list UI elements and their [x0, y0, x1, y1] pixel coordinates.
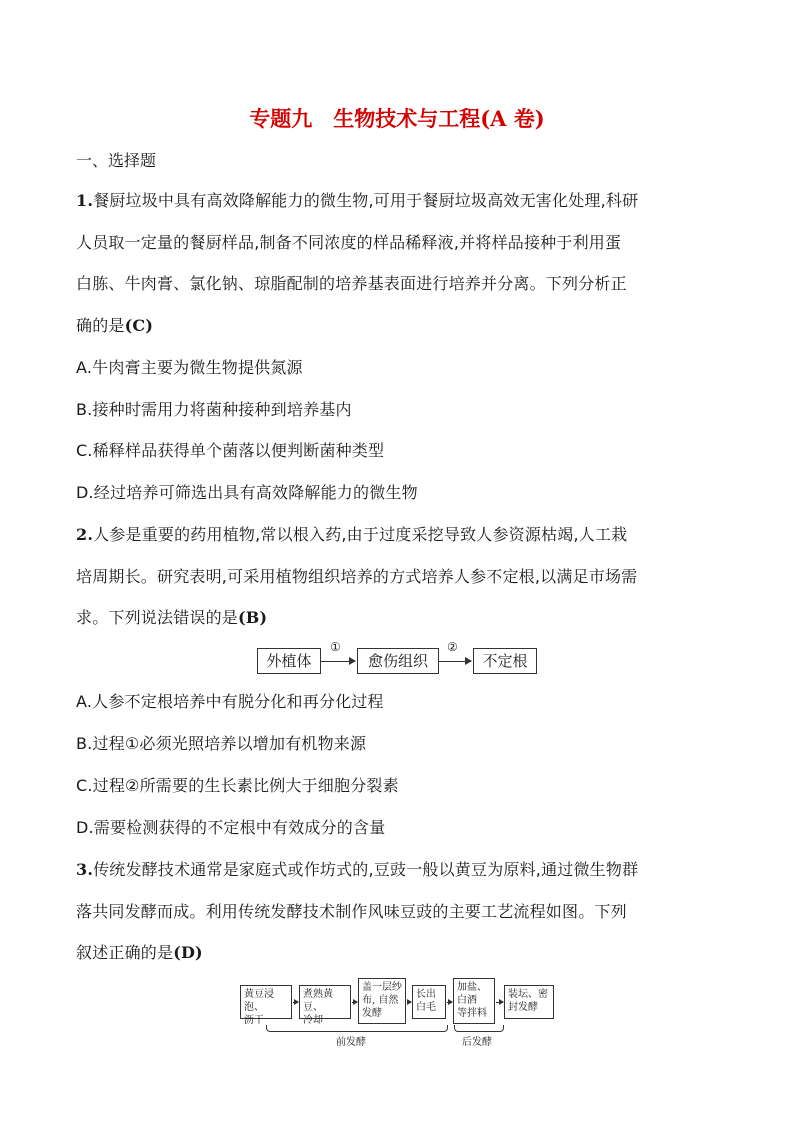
q3-line-2: 落共同发酵而成。利用传统发酵技术制作风味豆豉的主要工艺流程如图。下列: [76, 902, 627, 921]
q1-text-4: 确的是: [76, 316, 125, 335]
q2-option-a: A.人参不定根培养中有脱分化和再分化过程: [76, 692, 384, 711]
flow2-box-2-line-1: 煮熟黄豆、: [303, 989, 333, 1013]
flow2-box-5-line-1: 加盐、: [457, 982, 487, 993]
flow2-stage-2-label: 后发酵: [462, 1037, 492, 1048]
flow-box-callus: 愈伤组织: [357, 648, 439, 674]
q2-option-b: B.过程①必须光照培养以增加有机物来源: [76, 734, 367, 753]
flow2-box-2-line-2: 冷却: [303, 1015, 323, 1026]
q1-option-d: D.经过培养可筛选出具有高效降解能力的微生物: [76, 483, 418, 502]
q2-line-1: [76, 522, 627, 545]
flow2-box-6-line-1: 装坛、密: [508, 989, 548, 1000]
q3-line-3: [76, 940, 203, 963]
flow2-box-4: [412, 985, 446, 1019]
q1-option-c: C.稀释样品获得单个菌落以便判断菌种类型: [76, 441, 385, 460]
flow2-arrow-3: [407, 1002, 411, 1003]
flow2-arrow-1: [293, 1002, 298, 1003]
q2-answer: (B): [238, 608, 268, 627]
flow2-box-1-line-2: 沥干: [244, 1015, 264, 1026]
flow2-box-5-line-3: 等拌料: [457, 1008, 487, 1019]
flow2-box-6: [504, 985, 554, 1019]
flow2-box-6-line-2: 封发酵: [508, 1002, 538, 1013]
flow2-box-5-line-2: 白酒: [457, 995, 477, 1006]
q1-line-4: [76, 313, 153, 336]
flow-arrow-2: [439, 661, 471, 662]
q3-text-3: 叙述正确的是: [76, 943, 174, 962]
q3-flow-diagram: [240, 975, 555, 1048]
flow2-box-5: [453, 978, 495, 1024]
q2-flow-diagram: [257, 640, 537, 676]
flow2-box-4-line-1: 长出: [416, 989, 436, 1000]
q1-line-2: 人员取一定量的餐厨样品,制备不同浓度的样品稀释液,并将样品接种于利用蛋: [76, 233, 622, 252]
q2-text-1: 人参是重要的药用植物,常以根入药,由于过度采挖导致人参资源枯竭,人工栽: [93, 525, 628, 544]
q2-line-2: 培周期长。研究表明,可采用植物组织培养的方式培养人参不定根,以满足市场需: [76, 567, 638, 586]
flow2-box-3-line-2: 布, 自然: [362, 995, 399, 1006]
flow2-box-3-line-3: 发酵: [362, 1008, 382, 1019]
q2-text-3: 求。下列说法错误的是: [76, 608, 239, 627]
flow-box-adventitious-root: 不定根: [473, 648, 537, 674]
q1-text-1: 餐厨垃圾中具有高效降解能力的微生物,可用于餐厨垃圾高效无害化处理,科研: [93, 191, 639, 210]
flow2-box-3: [358, 978, 406, 1024]
flow2-box-4-line-2: 白毛: [416, 1002, 436, 1013]
q1-option-a: A.牛肉膏主要为微生物提供氮源: [76, 358, 303, 377]
q1-line-1: [76, 188, 638, 211]
q3-text-1: 传统发酵技术通常是家庭式或作坊式的,豆豉一般以黄豆为原料,通过微生物群: [93, 860, 639, 879]
q1-answer: (C): [124, 316, 154, 335]
flow2-box-1-line-1: 黄豆浸泡、: [244, 989, 274, 1013]
q3-answer: (D): [173, 943, 203, 962]
page-title: 专题九 生物技术与工程(A 卷): [249, 106, 545, 131]
q3-number: 3.: [76, 860, 94, 879]
q1-option-b: B.接种时需用力将菌种接种到培养基内: [76, 400, 352, 419]
flow2-box-3-line-1: 盖一层纱: [362, 982, 402, 993]
flow2-arrow-2: [352, 1002, 357, 1003]
flow-arrow-1: [321, 661, 355, 662]
flow2-arrow-4: [447, 1002, 452, 1003]
flow2-stage-1-label: 前发酵: [336, 1037, 366, 1048]
flow2-box-1: [240, 985, 292, 1026]
flow-step-1: ①: [330, 640, 341, 654]
q3-line-1: [76, 857, 638, 880]
flow-box-explant: 外植体: [257, 648, 321, 674]
flow-step-2: ②: [447, 640, 458, 654]
q2-option-d: D.需要检测获得的不定根中有效成分的含量: [76, 818, 386, 837]
flow2-brace-stage-1: [266, 1025, 448, 1032]
q2-number: 2.: [76, 525, 94, 544]
section-heading: 一、选择题: [76, 151, 157, 170]
q2-line-3: [76, 605, 267, 628]
q2-option-c: C.过程②所需要的生长素比例大于细胞分裂素: [76, 776, 399, 795]
flow2-box-2: [299, 985, 351, 1026]
flow2-brace-stage-2: [454, 1025, 504, 1032]
q1-line-3: 白胨、牛肉膏、氯化钠、琼脂配制的培养基表面进行培养并分离。下列分析正: [76, 274, 627, 293]
flow2-arrow-5: [496, 1002, 503, 1003]
q1-number: 1.: [76, 191, 94, 210]
